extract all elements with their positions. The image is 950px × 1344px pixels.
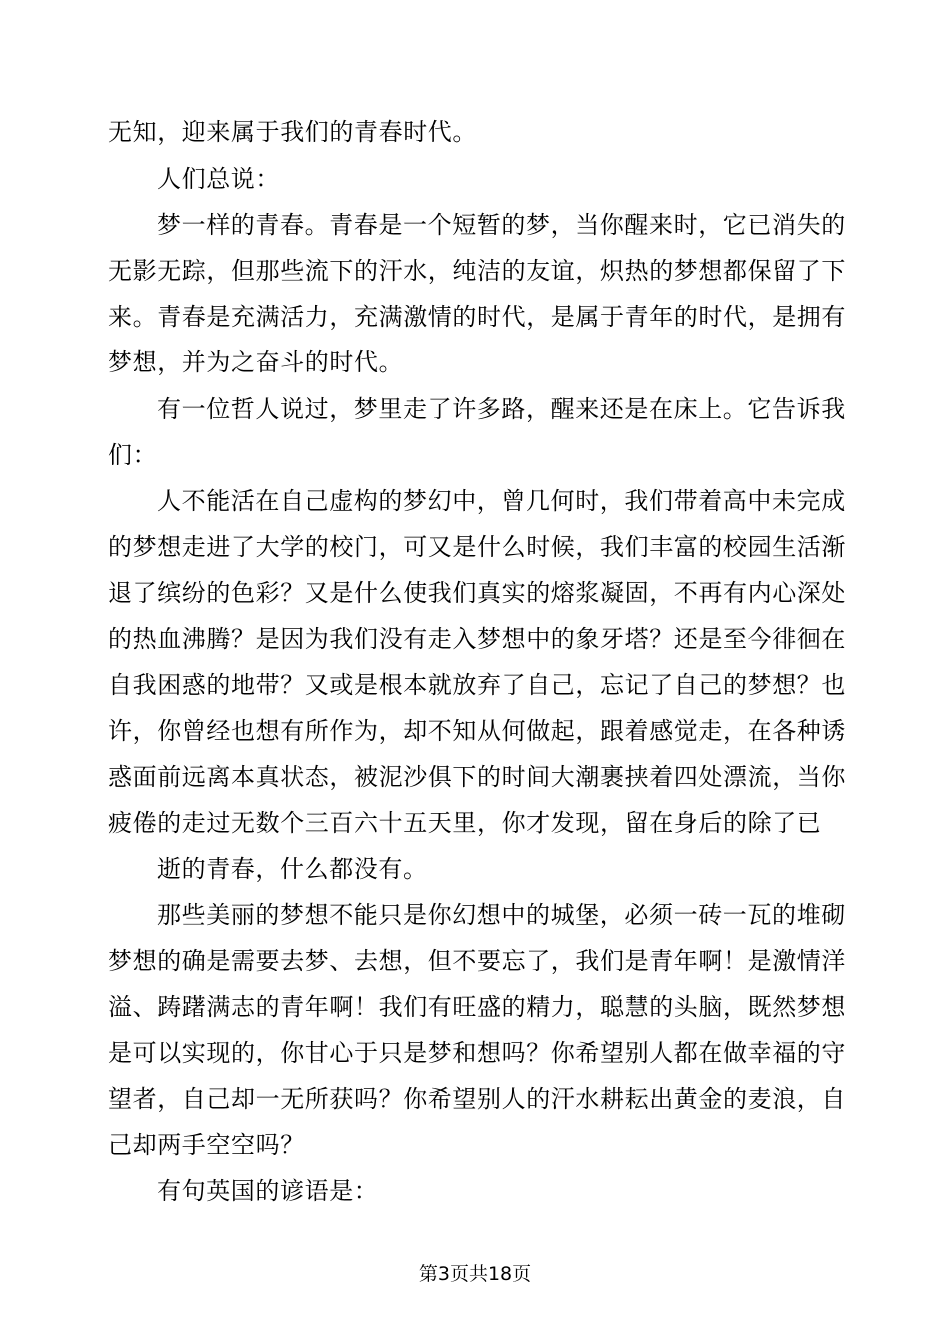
text-line: 梦一样的青春。青春是一个短暂的梦，当你醒来时，它已消失的 xyxy=(157,211,846,239)
text-line: 人们总说： xyxy=(157,165,280,193)
text-line: 来。青春是充满活力，充满激情的时代，是属于青年的时代，是拥有 xyxy=(108,303,846,331)
text-line: 自我困惑的地带？又或是根本就放弃了自己，忘记了自己的梦想？也 xyxy=(108,671,846,699)
text-line: 有句英国的谚语是： xyxy=(157,1177,379,1205)
text-line: 逝的青春，什么都没有。 xyxy=(157,855,428,883)
text-line: 无影无踪，但那些流下的汗水，纯洁的友谊，炽热的梦想都保留了下 xyxy=(108,257,846,285)
text-line: 是可以实现的，你甘心于只是梦和想吗？你希望别人都在做幸福的守 xyxy=(108,1039,846,1067)
text-line: 梦想的确是需要去梦、去想，但不要忘了，我们是青年啊！是激情洋 xyxy=(108,947,846,975)
text-line: 惑面前远离本真状态，被泥沙俱下的时间大潮裹挟着四处漂流，当你 xyxy=(108,763,846,791)
text-line: 人不能活在自己虚构的梦幻中，曾几何时，我们带着高中未完成 xyxy=(157,487,846,515)
text-line: 疲倦的走过无数个三百六十五天里，你才发现，留在身后的除了已 xyxy=(108,809,822,837)
text-line: 望者，自己却一无所获吗？你希望别人的汗水耕耘出黄金的麦浪，自 xyxy=(108,1085,846,1113)
text-line: 无知，迎来属于我们的青春时代。 xyxy=(108,118,477,146)
text-line: 有一位哲人说过，梦里走了许多路，醒来还是在床上。它告诉我 xyxy=(157,395,846,423)
text-line: 溢、踌躇满志的青年啊！我们有旺盛的精力，聪慧的头脑，既然梦想 xyxy=(108,993,846,1021)
text-line: 的热血沸腾？是因为我们没有走入梦想中的象牙塔？还是至今徘徊在 xyxy=(108,625,846,653)
text-line: 己却两手空空吗？ xyxy=(108,1131,305,1159)
text-line: 退了缤纷的色彩？又是什么使我们真实的熔浆凝固，不再有内心深处 xyxy=(108,579,846,607)
page-number-footer: 第3页共18页 xyxy=(418,1263,532,1285)
text-line: 许，你曾经也想有所作为，却不知从何做起，跟着感觉走，在各种诱 xyxy=(108,717,846,745)
text-line: 梦想，并为之奋斗的时代。 xyxy=(108,348,404,376)
text-line: 的梦想走进了大学的校门，可又是什么时候，我们丰富的校园生活渐 xyxy=(108,533,846,561)
text-line: 那些美丽的梦想不能只是你幻想中的城堡，必须一砖一瓦的堆砌 xyxy=(157,901,846,929)
text-line: 们： xyxy=(108,441,158,469)
